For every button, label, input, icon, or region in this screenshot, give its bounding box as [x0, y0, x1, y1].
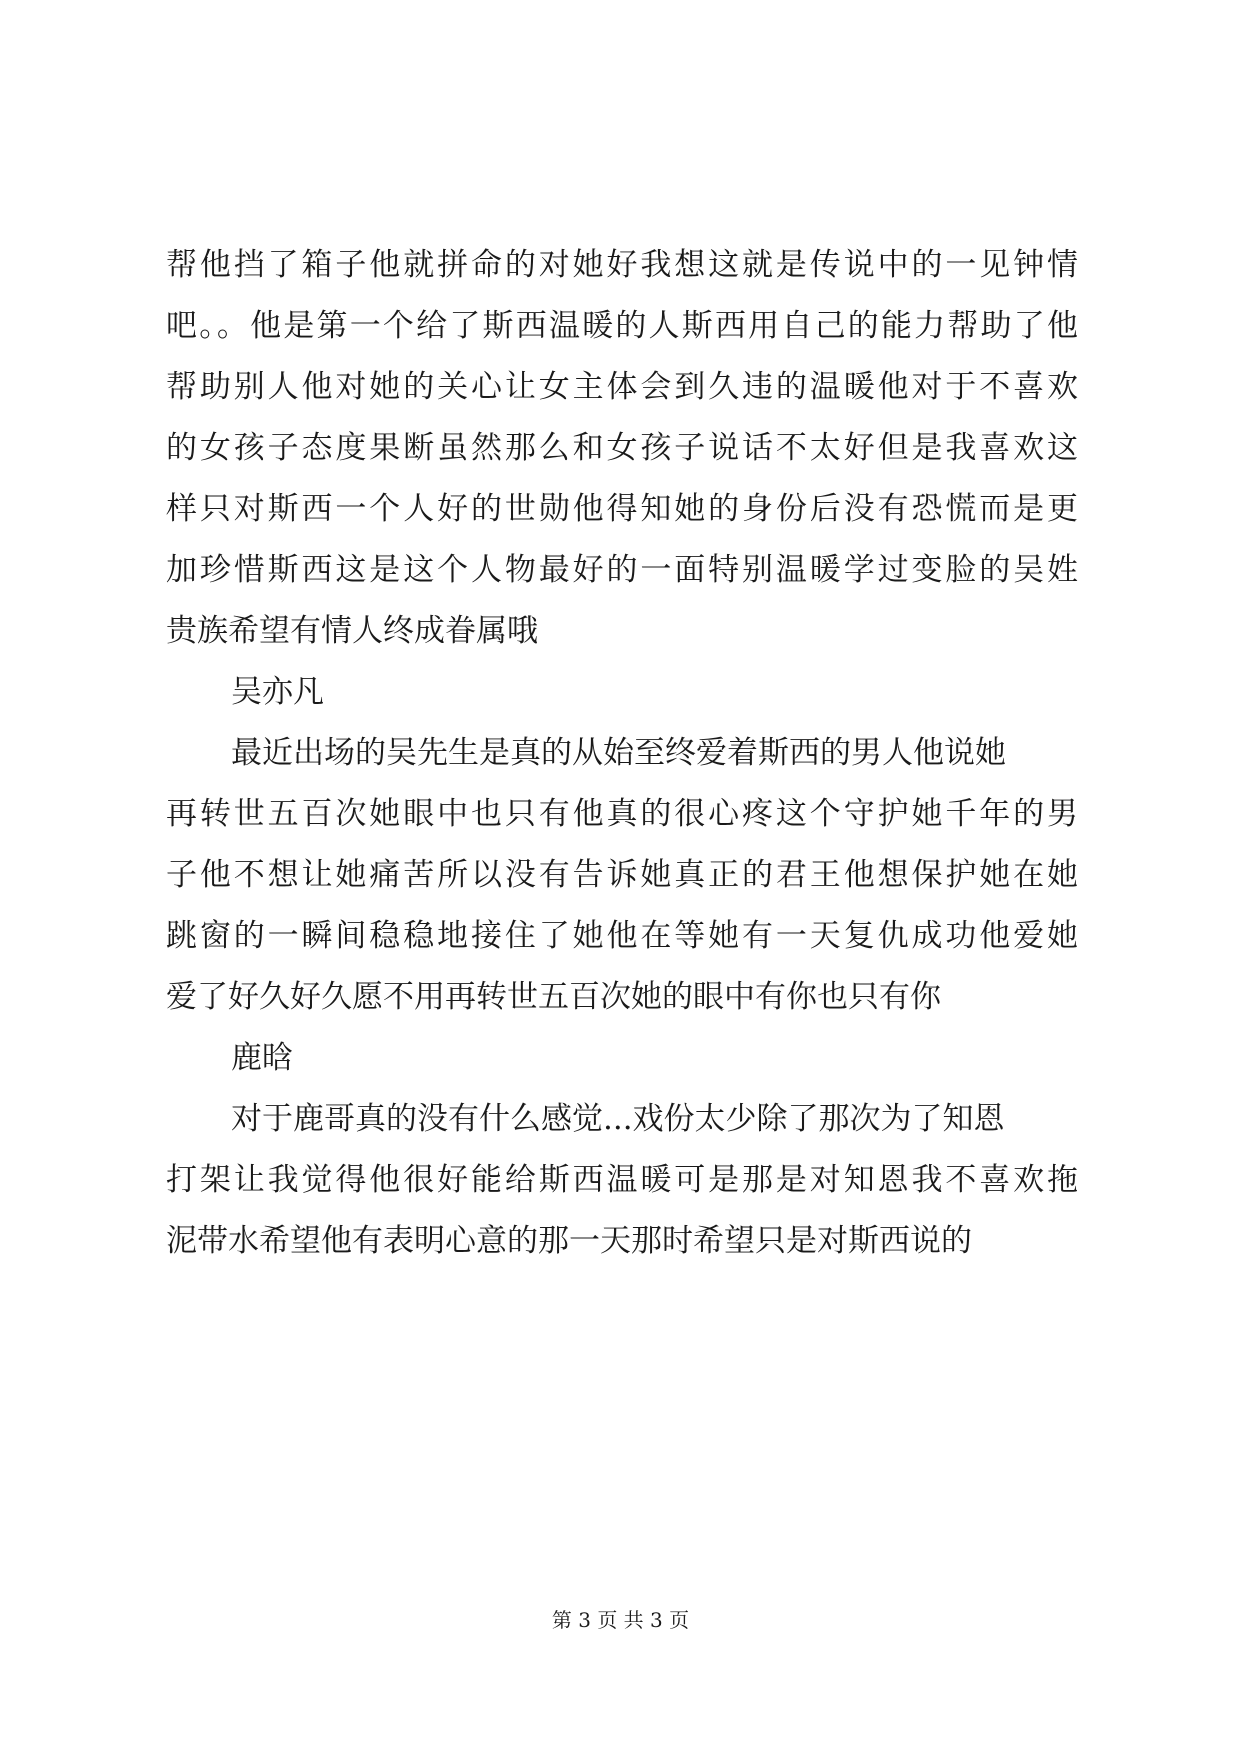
text-line: 对于鹿哥真的没有什么感觉...戏份太少除了那次为了知恩	[231, 1101, 1005, 1137]
section-heading	[166, 1028, 1078, 1089]
paragraph	[166, 235, 1078, 662]
text-line: 泥带水希望他有表明心意的那一天那时希望只是对斯西说的	[166, 1223, 972, 1259]
text-line: 加珍惜斯西这是这个人物最好的一面特别温暖学过变脸的吴姓	[166, 552, 1078, 588]
text-line: 子他不想让她痛苦所以没有告诉她真正的君王他想保护她在她	[166, 857, 1078, 893]
body-text	[166, 235, 1078, 1272]
heading-text: 鹿晗	[231, 1040, 293, 1076]
heading-text: 吴亦凡	[231, 674, 324, 710]
text-line: 打架让我觉得他很好能给斯西温暖可是那是对知恩我不喜欢拖	[166, 1162, 1078, 1198]
paragraph	[166, 1089, 1078, 1272]
text-line: 跳窗的一瞬间稳稳地接住了她他在等她有一天复仇成功他爱她	[166, 918, 1078, 954]
text-line: 帮他挡了箱子他就拼命的对她好我想这就是传说中的一见钟情	[166, 247, 1078, 283]
text-line: 样只对斯西一个人好的世勋他得知她的身份后没有恐慌而是更	[166, 491, 1078, 527]
text-line: 最近出场的吴先生是真的从始至终爱着斯西的男人他说她	[231, 735, 1006, 771]
paragraph	[166, 723, 1078, 1028]
text-line: 的女孩子态度果断虽然那么和女孩子说话不太好但是我喜欢这	[166, 430, 1078, 466]
page-footer	[0, 1606, 1241, 1634]
text-line: 再转世五百次她眼中也只有他真的很心疼这个守护她千年的男	[166, 796, 1078, 832]
text-line: 吧。。他是第一个给了斯西温暖的人斯西用自己的能力帮助了他	[166, 308, 1078, 344]
text-line: 帮助别人他对她的关心让女主体会到久违的温暖他对于不喜欢	[166, 369, 1078, 405]
page-number-label: 第 3 页 共 3 页	[551, 1608, 690, 1632]
section-heading	[166, 662, 1078, 723]
text-line: 贵族希望有情人终成眷属哦	[166, 613, 538, 649]
text-line: 爱了好久好久愿不用再转世五百次她的眼中有你也只有你	[166, 979, 941, 1015]
